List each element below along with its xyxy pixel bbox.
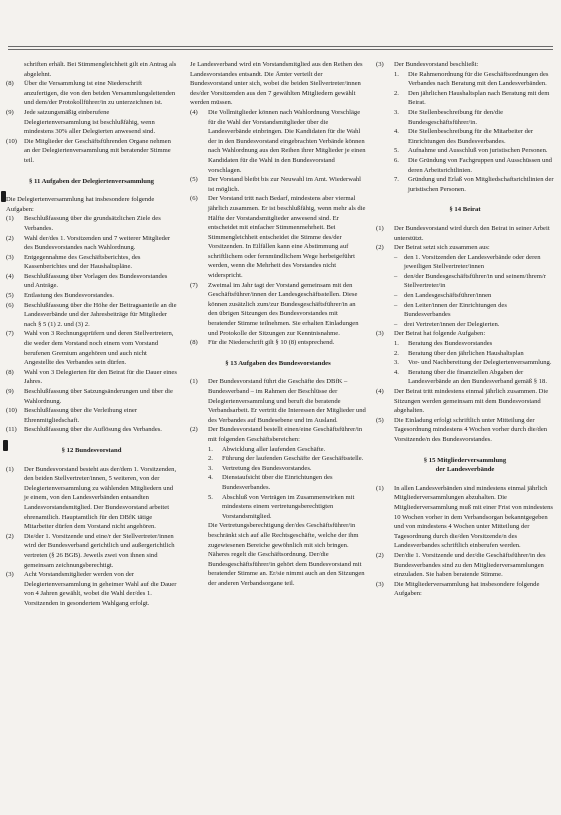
paragraph-number: (7) — [190, 281, 198, 289]
list-item — [6, 329, 177, 367]
member-list-14 — [394, 253, 554, 330]
paragraph-text: Der Bundesvorstand wird durch den Beirat in seiner Arbeit unterstützt. — [394, 224, 550, 242]
paragraph-number: (2) — [190, 426, 198, 434]
task-list-11 — [6, 214, 177, 435]
list-item-number: 3. — [208, 464, 213, 472]
paragraph-text: Der Bundesvorstand beschließt: — [394, 61, 479, 68]
paragraph-number: (6) — [190, 195, 198, 203]
margin-mark-top — [1, 191, 6, 202]
list-item-text: Beschlußfassung über Satzungsänderungen und über die Wahlordnung. — [24, 388, 173, 405]
list-item-number: 4. — [394, 368, 399, 376]
list-item-number: 4. — [394, 128, 399, 136]
paragraph-12-7 — [190, 281, 366, 339]
list-item-number: 3. — [394, 359, 399, 367]
column-2 — [190, 60, 366, 588]
list-item — [6, 291, 177, 301]
paragraph-text: Die Mitglieder der Geschäftsführenden Organe nehmen an der Delegiertenversammlung mit beratender Stimme teil. — [24, 137, 171, 164]
paragraph-number: (2) — [376, 244, 384, 252]
margin-mark-bottom — [3, 440, 8, 451]
list-item-number: (8) — [6, 368, 14, 376]
list-item-number: (9) — [6, 388, 14, 395]
list-item — [6, 272, 177, 291]
dash-bullet: – — [394, 292, 398, 300]
paragraph-12-4 — [190, 108, 366, 175]
list-item — [394, 358, 554, 368]
list-item-text: Beratung über den jährlichen Haushaltsplan — [408, 349, 524, 357]
paragraph-text: Der Bundesvorstand führt die Geschäfte des DBfK – Bundesverband – im Rahmen der Beschlüsse der Delegiertenversammlung und beruft die beratende Verbandsarbeit. Er vertritt die Interessen der Mitglieder und des Verbandes auf Bundesebene und im Ausland. — [208, 378, 366, 424]
paragraph-number: (10) — [6, 137, 17, 145]
list-item-text: Die Rahmenordnung für die Geschäftsordnungen des Verbandes nach Beratung mit den Landesverbänden. — [408, 70, 549, 88]
list-item — [6, 234, 177, 253]
list-item — [6, 253, 177, 272]
list-item — [394, 70, 554, 89]
list-item — [208, 454, 366, 464]
paragraph-12-2 — [6, 532, 177, 570]
paragraph-number: (2) — [6, 532, 14, 540]
list-item — [394, 368, 554, 387]
list-item-text: Wahl von 3 Rechnungsprüfern und deren Stellvertretern, die weder dem Vorstand noch einem vom Vorstand berufenen Gremium angehören und auch nicht Angestellte des Verbandes sein dürfen. — [24, 330, 174, 367]
list-item-text: den Leiter/innen der Einrichtungen des Bundesverbandes — [404, 301, 507, 319]
paragraph-number: (4) — [376, 388, 384, 395]
paragraph-text: Der Bundesvorstand bestellt einen/eine Geschäftsführer/in mit folgenden Geschäftsbereichen: — [208, 426, 363, 443]
paragraph-number: (9) — [6, 108, 14, 116]
paragraph-text: Die/der 1. Vorsitzende und eine/r der Stellvertreter/innen wird der Bundesverband gerichtlich und außergerichtlich vertreten (§ 26 BGB). Jeweils zwei von ihnen sind gemeinsam zeichnungsberechtigt. — [24, 532, 175, 569]
paragraph-text: Für die Niederschrift gilt § 10 (8) entsprechend. — [208, 339, 335, 347]
list-item-text: Den jährlichen Haushaltsplan nach Beratung mit dem Beirat. — [408, 89, 550, 107]
paragraph-number: (1) — [190, 378, 198, 386]
paragraph-number: (5) — [376, 416, 384, 424]
paragraph-10-9 — [6, 108, 177, 137]
paragraph-text: Der Vorstand bleibt bis zur Neuwahl im Amt. Wiederwahl ist möglich. — [208, 176, 362, 193]
list-item-text: Beschlußfassung über die Auflösung des Verbandes. — [24, 426, 162, 434]
list-item — [394, 253, 554, 272]
list-item-text: Entgegennahme des Geschäftsberichtes, des Kassenberichtes und der Haushaltspläne. — [24, 253, 141, 271]
paragraph-number: (4) — [190, 108, 198, 116]
list-item — [6, 387, 177, 406]
list-item — [6, 425, 177, 435]
list-item — [394, 301, 554, 320]
list-item-text: Abwicklung aller laufenden Geschäfte. — [222, 445, 326, 453]
list-item-number: 1. — [208, 445, 213, 453]
list-item-text: Wahl von 3 Delegierten für den Beirat für die Dauer eines Jahres. — [24, 368, 177, 386]
list-item-text: Dienstaufsicht über die Einrichtungen des Bundesverbandes. — [222, 474, 333, 491]
section-heading-13: § 13 Aufgaben des Bundesvorstandes — [225, 359, 331, 367]
paragraph-number: (8) — [190, 339, 198, 347]
paragraph-15-1 — [376, 484, 554, 551]
list-item — [208, 464, 366, 474]
list-item — [394, 127, 554, 146]
list-item — [394, 320, 554, 330]
paragraph-13-2 — [190, 425, 366, 444]
paragraph-12-3 — [6, 570, 177, 608]
dash-bullet: – — [394, 272, 398, 280]
section-heading-12: § 12 Bundesvorstand — [61, 446, 122, 454]
list-item-text: Beratung des Bundesvorstandes — [408, 340, 493, 348]
list-item-number: 2. — [394, 89, 399, 97]
paragraph-number: (1) — [6, 465, 14, 473]
paragraph-number: (8) — [6, 80, 14, 88]
list-item — [394, 349, 554, 359]
list-item-number: 2. — [394, 349, 399, 357]
list-item-text: Gründung und Erlaß von Mitgliedschaftsrichtlinien der juristischen Personen. — [408, 176, 554, 193]
list-item-number: (1) — [6, 215, 14, 223]
paragraph-number: (3) — [376, 580, 384, 588]
list-item — [394, 175, 554, 194]
paragraph-text: Der/die 1. Vorsitzende und der/die Geschäftsführer/in des Bundesverbandes sind zu den Mitgliederversammlungen einzuladen. Sie haben beratende Stimme. — [394, 551, 546, 579]
paragraph-number: (2) — [376, 551, 384, 559]
dash-bullet: – — [394, 301, 398, 309]
paragraph-12-1 — [6, 465, 177, 532]
list-item — [394, 272, 554, 291]
list-item-text: Beschlußfassung über die grundsätzlichen Ziele des Verbandes. — [24, 215, 161, 232]
paragraph-12-8 — [190, 338, 366, 348]
dash-bullet: – — [394, 320, 398, 328]
paragraph-text: Acht Vorstandsmitglieder werden von der Delegiertenversammlung in geheimer Wahl auf die Dauer von 4 Jahren gewählt, wobei die Wahl der/des 1. Vorsitzenden in gesondertem Wahlgang erfolgt. — [24, 571, 177, 607]
paragraph-text: Der Beirat setzt sich zusammen aus: — [394, 244, 490, 252]
paragraph-15-3 — [376, 580, 554, 599]
paragraph-12-6 — [190, 194, 366, 280]
list-item-text: Beratung über die finanziellen Abgaben der Landesverbände an den Bundesverband gemäß § 18. — [408, 368, 547, 386]
list-item-text: Die Stellenbeschreibung für den/die Bundesgeschäftsführer/in. — [408, 108, 504, 126]
list-item — [6, 301, 177, 330]
list-item — [394, 339, 554, 349]
section-heading-15: § 15 Mitgliederversammlung — [423, 456, 507, 464]
paragraph-number: (3) — [376, 330, 384, 338]
list-item-text: Führung der laufenden Geschäfte der Geschäftsstelle. — [222, 455, 364, 463]
list-item-text: Vertretung des Bundesvorstandes. — [222, 464, 312, 472]
paragraph-14-4 — [376, 387, 554, 416]
paragraph-13-1 — [190, 377, 366, 425]
paragraph-text: Die Einladung erfolgt schriftlich unter Mitteilung der Tagesordnung mindestens 4 Wochen vorher durch die/den Vorsitzende/n des Bundesvorstandes. — [394, 416, 548, 443]
list-item-number: (6) — [6, 301, 14, 309]
paragraph-15-2 — [376, 551, 554, 580]
list-item-number: 6. — [394, 156, 399, 164]
paragraph-13-3 — [376, 60, 554, 70]
list-item-number: 5. — [208, 493, 213, 501]
list-item-number: (4) — [6, 272, 14, 280]
paragraph-text: schriften erhält. Bei Stimmengleichheit gilt ein Antrag als abgelehnt. — [24, 61, 177, 78]
dash-bullet: – — [394, 253, 398, 261]
resolution-list-13 — [394, 70, 554, 195]
list-item — [208, 493, 366, 522]
list-item-number: 1. — [394, 70, 399, 78]
list-item — [394, 146, 554, 156]
list-item-text: Aufnahme und Ausschluß von juristischen Personen. — [408, 147, 548, 155]
list-item — [208, 473, 366, 492]
paragraph-10-8 — [6, 79, 177, 108]
list-item-text: den/der Bundesgeschäftsführer/in und seinem/ihrem/r Stellvertreter/in — [404, 272, 546, 290]
section-heading-14: § 14 Beirat — [449, 206, 481, 214]
paragraph-number: (5) — [190, 176, 198, 184]
list-item-number: (2) — [6, 234, 14, 242]
paragraph-12-5 — [190, 175, 366, 194]
paragraph-text: Über die Versammlung ist eine Niederschrift anzufertigen, die von den beiden Versammlungsleitenden und dem/der Protokollführer/in zu unterzeichnen ist. — [24, 80, 176, 107]
paragraph-text: Der Beirat hat folgende Aufgaben: — [394, 330, 486, 338]
list-item-text: drei Vertreter/innen der Delegierten. — [404, 320, 500, 328]
list-item-number: 3. — [394, 108, 399, 116]
paragraph-14-5 — [376, 416, 554, 445]
list-item-text: Wahl der/des 1. Vorsitzenden und 7 weiterer Mitglieder des Bundesvorstandes nach Wahlordnung. — [24, 234, 171, 252]
list-item — [394, 291, 554, 301]
paragraph-text: Die Mitgliederversammlung hat insbesondere folgende Aufgaben: — [394, 580, 540, 598]
paragraph-continued — [6, 60, 177, 79]
list-item-number: (7) — [6, 330, 14, 338]
column-1 — [6, 60, 177, 608]
list-item-number: (11) — [6, 426, 17, 434]
list-item-text: den Landesgeschäftsführer/innen — [404, 292, 492, 300]
list-item — [6, 214, 177, 233]
list-item-text: Abschluß von Verträgen im Zusammenwirken mit mindestens einem vertretungsberechtigten Vorstandsmitglied. — [222, 493, 355, 520]
paragraph-text: Der Vorstand tritt nach Bedarf, mindestens aber viermal jährlich zusammen. Er ist beschlußfähig, wenn mehr als die Hälfte der Vorstandsmitglieder anwesend sind. Er entscheidet mit einfacher Stimmenmehrheit. Bei Stimmengleichheit entscheidet die Stimme des/der Vorsitzenden. In Eilfällen kann eine Abstimmung auf schriftlichem oder fernmündlichem Wege herbeigeführt werden, wenn die Mehrheit des Vorstandes nicht widerspricht. — [208, 195, 366, 280]
list-item-number: 1. — [394, 340, 399, 348]
paragraph-number: (1) — [376, 224, 384, 232]
paragraph-14-1 — [376, 224, 554, 243]
list-item — [394, 89, 554, 108]
section-heading-15-sub: der Landesverbände — [435, 466, 495, 474]
list-item-text: den 1. Vorsitzenden der Landesverbände oder deren jeweiligen Stellvertreter/innen — [404, 253, 541, 271]
paragraph-text: Jede satzungsmäßig einberufene Delegiertenversammlung ist beschlußfähig, wenn mindestens 30% aller Delegierten anwesend sind. — [24, 108, 156, 136]
header-rule-top — [8, 46, 553, 47]
list-item — [394, 108, 554, 127]
list-item — [6, 406, 177, 425]
paragraph-text: Die Vollmitglieder können nach Wahlordnung Vorschläge für die Wahl der Vorstandsmitglieder über die Landesverbände einbringen. Die Kandidaten für die Wahl der in den Bundesvorstand eingebrachten Verbände können nach Wahlordnung aus den Reihen ihrer Mitglieder je einen Kandidaten für die Wahl in den Bundesvorstand vorschlagen. — [208, 108, 366, 174]
duty-list-13 — [208, 445, 366, 522]
paragraph-text: Zweimal im Jahr tagt der Vorstand gemeinsam mit den Geschäftsführer/innen der Landesgeschäftsstellen. Diese können zusätzlich zum/zur Bundesgeschäftsführer/in an den übrigen Sitzungen des Bundesvorstandes mit beratender Stimme teilnehmen. Sie erhalten Einladungen und Protokolle der Sitzungen zur Kenntnisnahme. — [208, 281, 359, 337]
list-item-number: (3) — [6, 253, 14, 261]
list-item-text: Entlastung des Bundesvorstandes. — [24, 292, 114, 300]
list-item-text: Die Stellenbeschreibung für die Mitarbeiter der Einrichtungen des Bundesverbandes. — [408, 128, 534, 145]
header-rule-bottom — [8, 49, 553, 50]
paragraph-text: In allen Landesverbänden sind mindestens einmal jährlich Mitgliederversammlungen abzuhalten. Die Mitgliederversammlung muß mit einer Frist von mindestens 10 Wochen vorher in dem Verbandsorgan bekanntgegeben und von mindestens 4 Wochen unter Mitteilung der Tagesordnung durch die/den Vorsitzende/n des Landesverbandes schriftlich einberufen werden. — [394, 484, 553, 550]
paragraph-number: (3) — [6, 571, 14, 579]
paragraph-number: (1) — [376, 484, 384, 492]
list-item — [208, 445, 366, 455]
list-item-number: 5. — [394, 147, 399, 155]
list-item-text: Vor- und Nachbereitung der Delegiertenversammlung. — [408, 359, 552, 367]
list-item-number: 4. — [208, 474, 213, 482]
paragraph-text: Die Vertretungsberechtigung der/des Geschäftsführer/in beschränkt sich auf alle Rechtsgeschäfte, welche der ihm zugewiesenen Bereiche gewöhnlich mit sich bringen. Näheres regelt die Geschäftsordnung. Der/die Bundesgeschäftsführer/in gehört dem Bundesvorstand mit beratender Stimme an. Er/sie nimmt auch an den Sitzungen der anderen Verbandsorgane teil. — [208, 522, 365, 587]
paragraph-10-10 — [6, 137, 177, 166]
paragraph-number: (3) — [376, 61, 384, 68]
list-item-number: 2. — [208, 455, 213, 463]
section-heading-11: § 11 Aufgaben der Delegiertenversammlung — [28, 177, 155, 185]
list-item-text: Beschlußfassung über Vorlagen des Bundesvorstandes und Anträge. — [24, 272, 168, 290]
section-intro: Die Delegiertenversammlung hat insbesondere folgende Aufgaben: — [6, 196, 155, 213]
task-list-14 — [394, 339, 554, 387]
list-item-text: Die Gründung von Fachgruppen und Ausschüssen und deren Arbeitsrichtlinien. — [408, 156, 552, 174]
list-item-number: (10) — [6, 407, 17, 415]
paragraph-text: Der Bundesvorstand besteht aus der/dem 1. Vorsitzenden, den beiden Stellvertreter/innen, 5 weiteren, von der Delegiertenversammlung zu wählenden Mitgliedern und je einem, von den Landesverbänden entsandten Landesvorstandsmitglied. Der Bundesvorstand arbeitet ehrenamtlich. Hauptamtlich für den DBfK tätige Mitarbeiter dürfen dem Vorstand nicht angehören. — [24, 465, 177, 531]
paragraph-text: Der Beirat tritt mindestens einmal jährlich zusammen. Die Sitzungen werden gemeinsam mit dem Bundesvorstand abgehalten. — [394, 388, 549, 415]
paragraph-14-2 — [376, 243, 554, 253]
list-item-number: (5) — [6, 292, 14, 300]
list-item-text: Beschlußfassung über die Höhe der Beitragsanteile an die Landesverbände und der Jahresbeiträge für Mitglieder nach § 5 (1) 2. und (3) 2. — [24, 301, 177, 328]
list-item — [394, 156, 554, 175]
list-item-number: 7. — [394, 176, 399, 184]
list-item — [6, 368, 177, 387]
paragraph-14-3 — [376, 329, 554, 339]
paragraph-continued: Je Landesverband wird ein Vorstandsmitglied aus den Reihen des Landesvorstandes entsandt. Die Ämter verteilt der Bundesvorstand unter sich, wobei die beiden Stellvertreter/innen des/der Vorsitzenden aus den 7 gewählten Mitgliedern gewählt werden müssen. — [190, 61, 363, 107]
list-item-text: Beschlußfassung über die Verleihung einer Ehrenmitgliedschaft. — [24, 407, 138, 424]
column-3 — [376, 60, 554, 599]
